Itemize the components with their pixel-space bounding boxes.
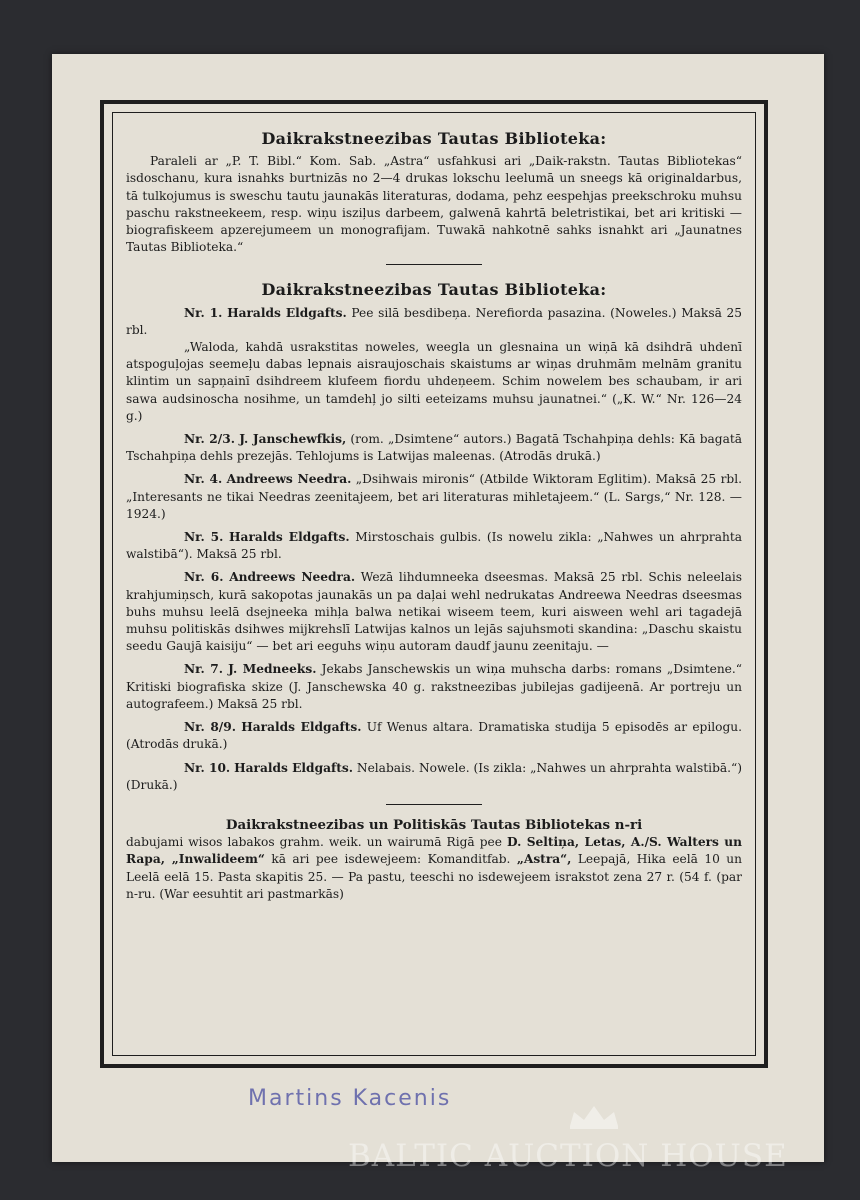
entry-author: Haralds Eldgafts. — [234, 760, 353, 775]
entry-review-quote: „Waloda, kahdā usrakstitas noweles, weegla un glesnaina un wiņā kā dsihdrā uhdenī atspoguļojas seemeļu dabas lepnais aisraujoschais skaistums ar wiņas druhmām melnām granitu klintim un sapņainī dsihdreem klufeem fiordu uhdeņeem. Schim nowelem bes schaubam, ir ari sawa audsinoscha nosihme, un tamdehļ jo silti eeteizams muhsu jaunatnei.“ („K. W.“ Nr. 126—24 g.) — [126, 340, 742, 423]
entry-text — [126, 529, 742, 563]
catalog-entry — [126, 471, 742, 523]
entry-description: Mirstoschais gulbis. (Is nowelu zikla: „Nahwes un ahrprahta walstibā“). Maksā 25 rbl. — [126, 530, 742, 562]
section-divider — [386, 264, 482, 265]
footer-text-a: dabujami wisos labakos grahm. weik. un wairumā Rigā pee — [126, 835, 507, 850]
entry-text — [126, 569, 742, 655]
footer-sellers: D. Seltiņa, Letas, A./S. Walters un Rapa, „Inwalideem“ — [126, 835, 742, 867]
entry-text — [126, 431, 742, 465]
footer-publisher: „Astra“, — [516, 852, 572, 867]
entry-number: Nr. 7. — [184, 662, 223, 677]
catalog-entry — [126, 431, 742, 465]
catalog-entry — [126, 529, 742, 563]
entry-number: Nr. 1. — [184, 305, 223, 320]
catalog-entry — [126, 719, 742, 753]
entry-author: J. Janschewfkis, — [239, 432, 347, 447]
entry-number: Nr. 5. — [184, 530, 224, 545]
entry-text — [126, 719, 742, 753]
entry-number: Nr. 2/3. — [184, 432, 235, 447]
owner-stamp: Martins Kacenis — [248, 1086, 452, 1111]
entry-author: Haralds Eldgafts. — [229, 530, 350, 545]
entry-text — [126, 760, 742, 794]
entry-author: Andreews Needra. — [229, 570, 356, 585]
intro-paragraph: Paraleli ar „P. T. Bibl.“ Kom. Sab. „Astra“ usfahkusi ari „Daik-rakstn. Tautas Bibliotekas“ isdoschanu, kura isnahks burtnizās no 2—4 drukas lokschu leelumā un sneegs kā originaldarbus, tā tulkojumus is sweschu tautu jaunakās literaturas, dodama, pehz eespehjas preekschroku muhsu paschu rakstneekeem, resp. wiņu isziļus darbeem, galwenā kahrtā beletristikai, bet ari kritiski — biografiskeem apzerejumeem un monografijam. Tuwakā nahkotnē sahks isnahkt ari „Jaunatnes Tautas Biblioteka.“ — [126, 154, 742, 255]
entry-author: J. Medneeks. — [228, 662, 317, 677]
entry-number: Nr. 6. — [184, 570, 224, 585]
crown-icon — [566, 1104, 622, 1130]
catalog-entry — [126, 760, 742, 794]
entry-number: Nr. 10. — [184, 760, 231, 775]
footer-divider — [386, 804, 482, 805]
intro-heading: Daikrakstneezibas Tautas Biblioteka: — [261, 129, 607, 148]
entry-number: Nr. 4. — [184, 472, 223, 487]
entry-author: Haralds Eldgafts. — [241, 720, 362, 735]
catalog-heading: Daikrakstneezibas Tautas Biblioteka: — [261, 280, 607, 300]
entry-description: (rom. „Dsimtene“ autors.) Bagatā Tschahpiņa dehls: Kā bagatā Tschahpiņa dehls prezejās. Tehlojums is Latwijas maleenas. (Atrodās drukā.) — [126, 432, 742, 464]
entry-description: Pee silā besdibeņa. Nerefiorda pasazina. (Noweles.) Maksā 25 rbl. — [126, 305, 743, 337]
entry-description: Nelabais. Nowele. (Is zikla: „Nahwes un ahrprahta walstibā.“) (Drukā.) — [126, 760, 743, 792]
catalog-entry — [126, 569, 742, 655]
entry-text — [126, 661, 742, 713]
footer-text-c: Leepajā, Hika eelā 10 un Leelā eelā 15. Pasta skapitis 25. — Pa pastu, teeschi no isdewejeem israkstot zena 27 r. (54 f. (par n-ru. (War eesuhtit ari pastmarkās) — [126, 852, 742, 901]
catalog-entry — [126, 661, 742, 713]
entry-description: Uf Wenus altara. Dramatiska studija 5 episodēs ar epilogu. (Atrodās drukā.) — [126, 720, 742, 752]
entry-description: „Dsihwais mironis“ (Atbilde Wiktoram Eglitim). Maksā 25 rbl. „Interesants ne tikai Needras zeenitajeem, bet ari literaturas mihletajeem.“ (L. Sargs,“ Nr. 128. — 1924.) — [126, 472, 742, 521]
footer-heading: Daikrakstneezibas un Politiskās Tautas Bibliotekas n-ri — [225, 816, 643, 833]
catalog-entry — [126, 305, 742, 425]
entry-description: Wezā lihdumneeka dseesmas. Maksā 25 rbl. Schis neleelais krahjumiņsch, kurā sakopotas jaunakās un pa daļai wehl nedrukatas Andreewa Needras dseesmas buhs muhsu leelā dsejneeka mihļa balwa netikai wiseem teem, kuri aisween wehl ari tagadejā muhsu politiskās dsihwes mijkrehslī Latwijas kalnos un lejās sajuhsmoti skandina: „Daschu skaistu seedu Gaujā kaisiju“ — bet ari eeguhs wiņu autoram daudf jaunu zeenitaju. — — [126, 570, 743, 654]
page-content — [126, 130, 742, 903]
entry-author: Haralds Eldgafts. — [227, 305, 347, 320]
auction-watermark: BALTIC AUCTION HOUSE — [348, 1138, 788, 1174]
footer-text-b: kā ari pee isdewejeem: Komanditfab. — [264, 852, 517, 867]
catalog-list — [126, 305, 742, 794]
entry-author: Andreews Needra. — [226, 472, 352, 487]
entry-description: Jekabs Janschewskis un wiņa muhscha darbs: romans „Dsimtene.“ Kritiski biografiska skize (J. Janschewska 40 g. rakstneezibas jubilejas gadijeenā. Ar portreju un autografeem.) Maksā 25 rbl. — [126, 662, 742, 711]
footer-paragraph — [126, 834, 742, 903]
entry-text — [126, 305, 742, 339]
entry-text — [126, 471, 742, 523]
entry-number: Nr. 8/9. — [184, 720, 236, 735]
